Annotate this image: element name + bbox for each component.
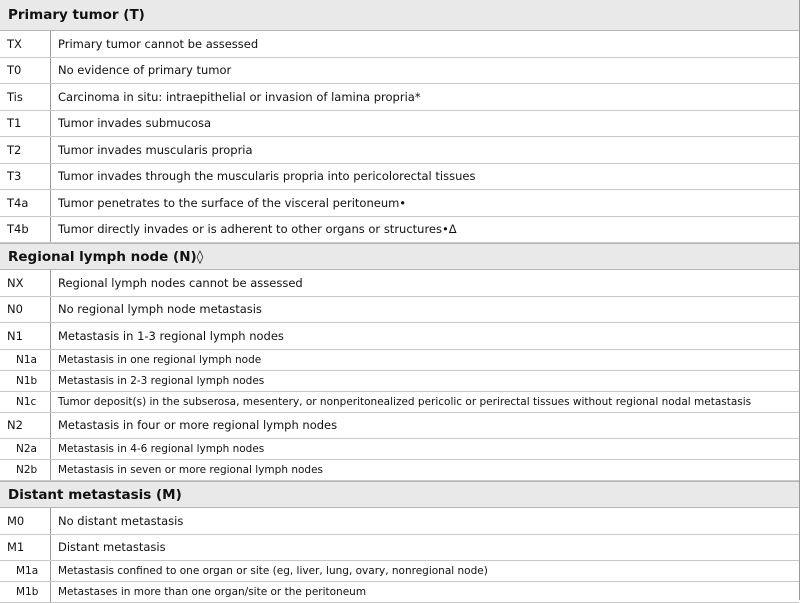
stage-code: N1b [0, 371, 51, 391]
stage-code: M1 [0, 535, 51, 561]
table-row [0, 371, 799, 392]
stage-code: N2 [0, 413, 51, 439]
stage-description: Metastasis in four or more regional lymph nodes [58, 418, 338, 433]
stage-description: Carcinoma in situ: intraepithelial or invasion of lamina propria* [58, 89, 421, 104]
section-header-distant-metastasis: Distant metastasis (M) [0, 481, 799, 508]
table-row [0, 460, 799, 481]
stage-code: T3 [0, 164, 51, 190]
table-row [0, 164, 799, 191]
stage-code: N1 [0, 323, 51, 349]
stage-description: No evidence of primary tumor [58, 63, 232, 78]
stage-code: N2b [0, 460, 51, 480]
stage-code: N1a [0, 350, 51, 370]
table-row [0, 137, 799, 164]
table-row [0, 270, 799, 297]
table-row [0, 31, 799, 58]
table-row [0, 561, 799, 582]
table-row [0, 350, 799, 371]
stage-code: Tis [0, 84, 51, 110]
table-row [0, 84, 799, 111]
stage-description: Tumor invades through the muscularis propria into pericolorectal tissues [58, 169, 476, 184]
section-header-regional-lymph-node: Regional lymph node (N)◊ [0, 243, 799, 270]
table-row [0, 439, 799, 460]
table-row [0, 508, 799, 535]
stage-code: M1b [0, 582, 51, 602]
stage-description: Primary tumor cannot be assessed [58, 36, 259, 51]
table-row [0, 217, 799, 244]
table-row [0, 392, 799, 413]
table-row [0, 323, 799, 350]
stage-description: Metastasis in 4-6 regional lymph nodes [58, 443, 265, 455]
stage-code: T2 [0, 137, 51, 163]
stage-description: Metastasis in 1-3 regional lymph nodes [58, 328, 284, 343]
stage-description: Tumor deposit(s) in the subserosa, mesentery, or nonperitonealized pericolic or perirectal tissues without regional nodal metastasis [58, 395, 752, 408]
table-row [0, 58, 799, 85]
stage-description: Metastasis in 2-3 regional lymph nodes [58, 374, 265, 387]
stage-code: T0 [0, 58, 51, 84]
stage-description: Metastasis in seven or more regional lymph nodes [58, 464, 323, 476]
stage-description: Metastases in more than one organ/site or the peritoneum [58, 586, 367, 598]
stage-description: Distant metastasis [58, 540, 166, 555]
stage-description: Tumor directly invades or is adherent to other organs or structures•Δ [58, 222, 457, 237]
table-row [0, 297, 799, 324]
stage-code: N1c [0, 392, 51, 412]
stage-code: N0 [0, 297, 51, 323]
stage-code: NX [0, 270, 51, 296]
stage-description: No distant metastasis [58, 513, 184, 528]
stage-description: Metastasis in one regional lymph node [58, 353, 262, 366]
section-header-primary-tumor: Primary tumor (T) [0, 0, 799, 31]
table-row [0, 413, 799, 440]
stage-description: Tumor penetrates to the surface of the visceral peritoneum• [58, 195, 407, 210]
stage-description: Tumor invades submucosa [58, 116, 212, 131]
stage-code: T4a [0, 190, 51, 216]
stage-code: T1 [0, 111, 51, 137]
stage-description: No regional lymph node metastasis [58, 302, 262, 317]
table-row [0, 535, 799, 562]
stage-description: Metastasis confined to one organ or site (eg, liver, lung, ovary, nonregional node) [58, 565, 488, 577]
stage-description: Regional lymph nodes cannot be assessed [58, 275, 303, 290]
stage-code: N2a [0, 439, 51, 459]
stage-code: T4b [0, 217, 51, 243]
table-row [0, 111, 799, 138]
stage-code: M0 [0, 508, 51, 534]
table-row [0, 190, 799, 217]
stage-description: Tumor invades muscularis propria [58, 142, 253, 157]
stage-code: M1a [0, 561, 51, 581]
stage-code: TX [0, 31, 51, 57]
